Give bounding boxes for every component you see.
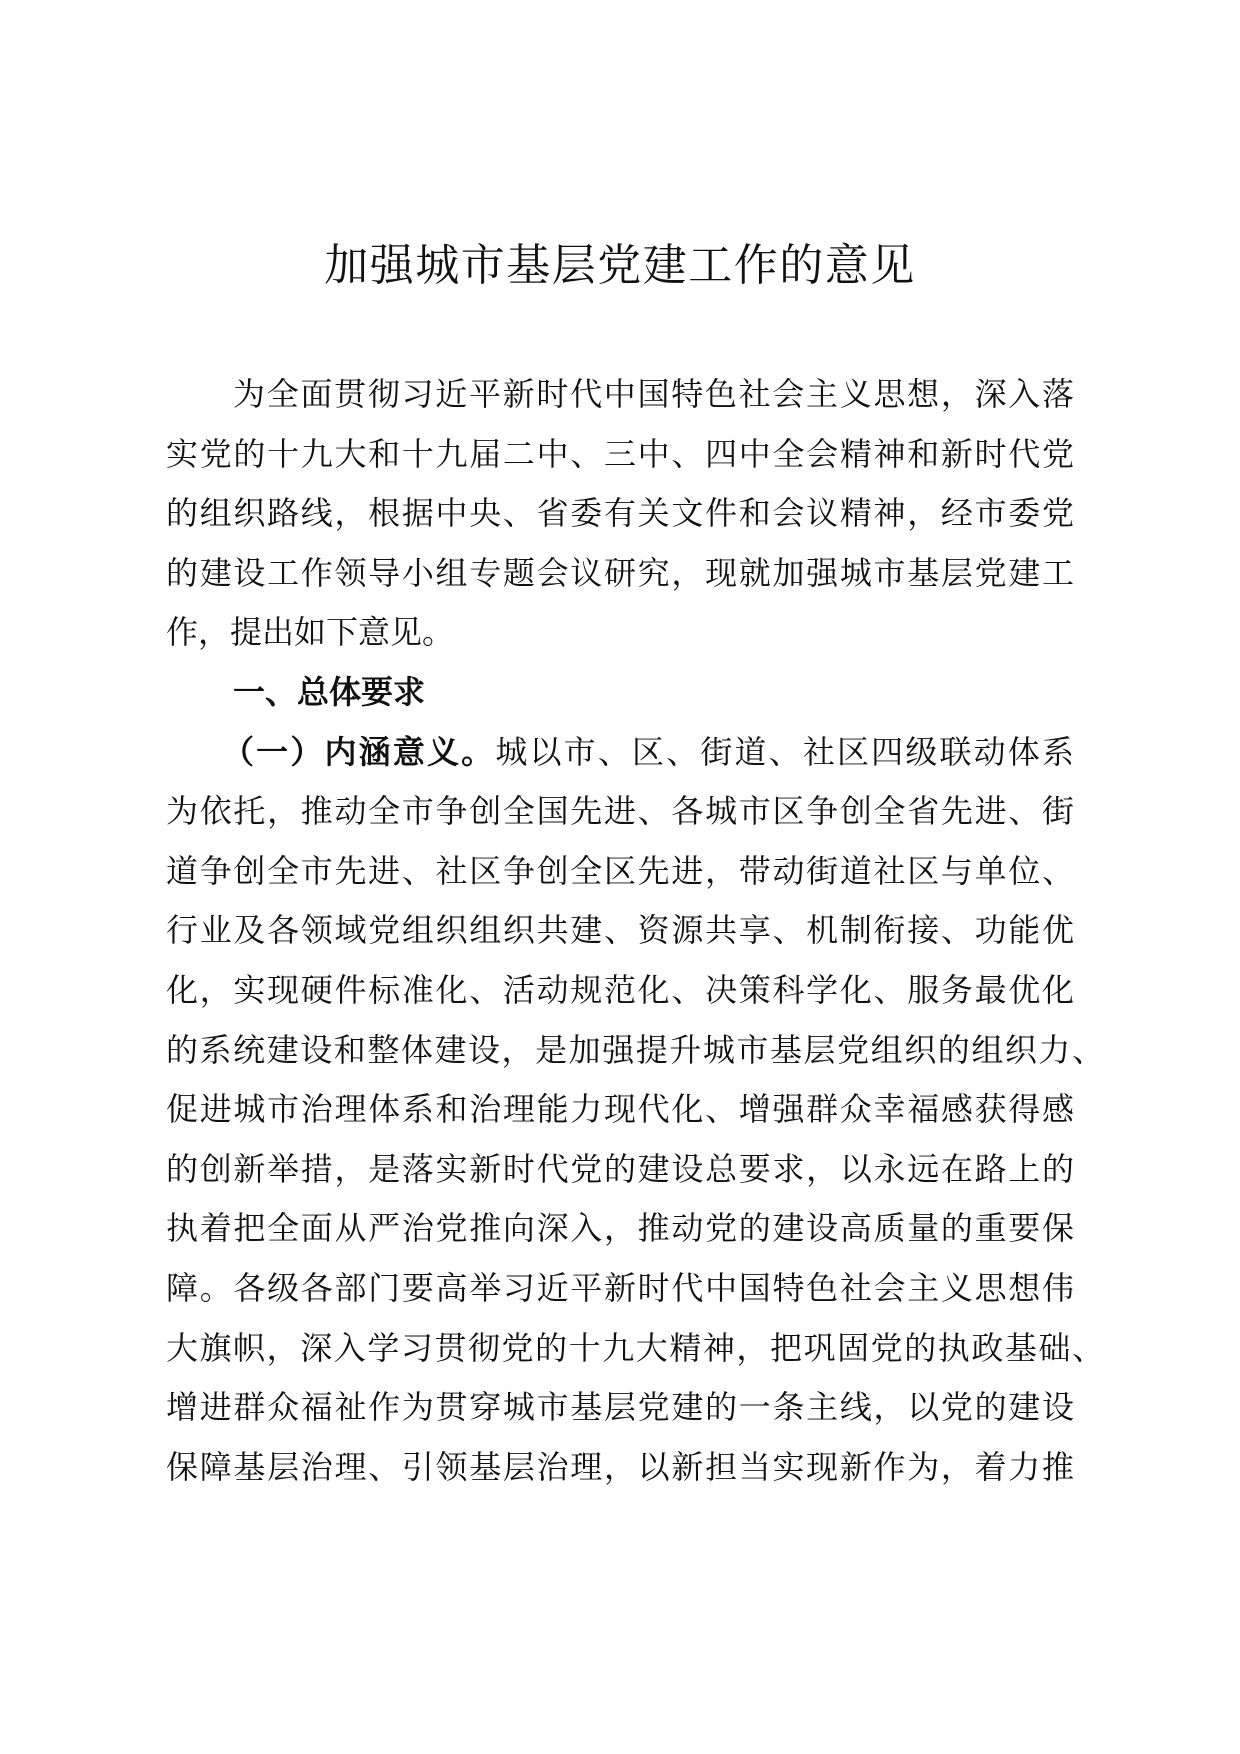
intro-line: 的建设工作领导小组专题会议研究，现就加强城市基层党建工 xyxy=(166,553,1074,592)
body-line: 执着把全面从严治党推向深入，推动党的建设高质量的重要保 xyxy=(166,1209,1074,1248)
body-line: 为依托，推动全市争创全国先进、各城市区争创全省先进、街 xyxy=(166,792,1074,831)
intro-line: 实党的十九大和十九届二中、三中、四中全会精神和新时代党 xyxy=(166,434,1074,473)
body-line: 的系统建设和整体建设，是加强提升城市基层党组织的组织力、 xyxy=(166,1030,1104,1069)
document-body xyxy=(166,365,1104,1497)
intro-line: 作，提出如下意见。 xyxy=(166,613,455,652)
body-line: 化，实现硬件标准化、活动规范化、决策科学化、服务最优化 xyxy=(166,970,1074,1009)
body-line: 道争创全市先进、社区争创全区先进，带动街道社区与单位、 xyxy=(166,851,1074,890)
body-line: 保障基层治理、引领基层治理，以新担当实现新作为，着力推 xyxy=(166,1447,1074,1486)
intro-line: 的组织路线，根据中央、省委有关文件和会议精神，经市委党 xyxy=(166,494,1074,533)
subsection-text: 城以市、区、街道、社区四级联动体系 xyxy=(495,732,1074,771)
document-title: 加强城市基层党建工作的意见 xyxy=(324,240,916,291)
body-line: 的创新举措，是落实新时代党的建设总要求，以永远在路上的 xyxy=(166,1149,1074,1188)
subsection-label: （一）内涵意义。 xyxy=(222,732,496,771)
body-line: 促进城市治理体系和治理能力现代化、增强群众幸福感获得感 xyxy=(166,1090,1074,1129)
body-line: 增进群众福祉作为贯穿城市基层党建的一条主线，以党的建设 xyxy=(166,1388,1074,1427)
section-heading: 一、总体要求 xyxy=(233,672,426,711)
body-line: 障。各级各部门要高举习近平新时代中国特色社会主义思想伟 xyxy=(166,1268,1074,1307)
subsection-first-line xyxy=(166,723,1074,783)
intro-line: 为全面贯彻习近平新时代中国特色社会主义思想，深入落 xyxy=(233,375,1074,413)
body-line: 行业及各领域党组织组织共建、资源共享、机制衔接、功能优 xyxy=(166,911,1074,950)
body-line: 大旗帜，深入学习贯彻党的十九大精神，把巩固党的执政基础、 xyxy=(166,1328,1104,1367)
